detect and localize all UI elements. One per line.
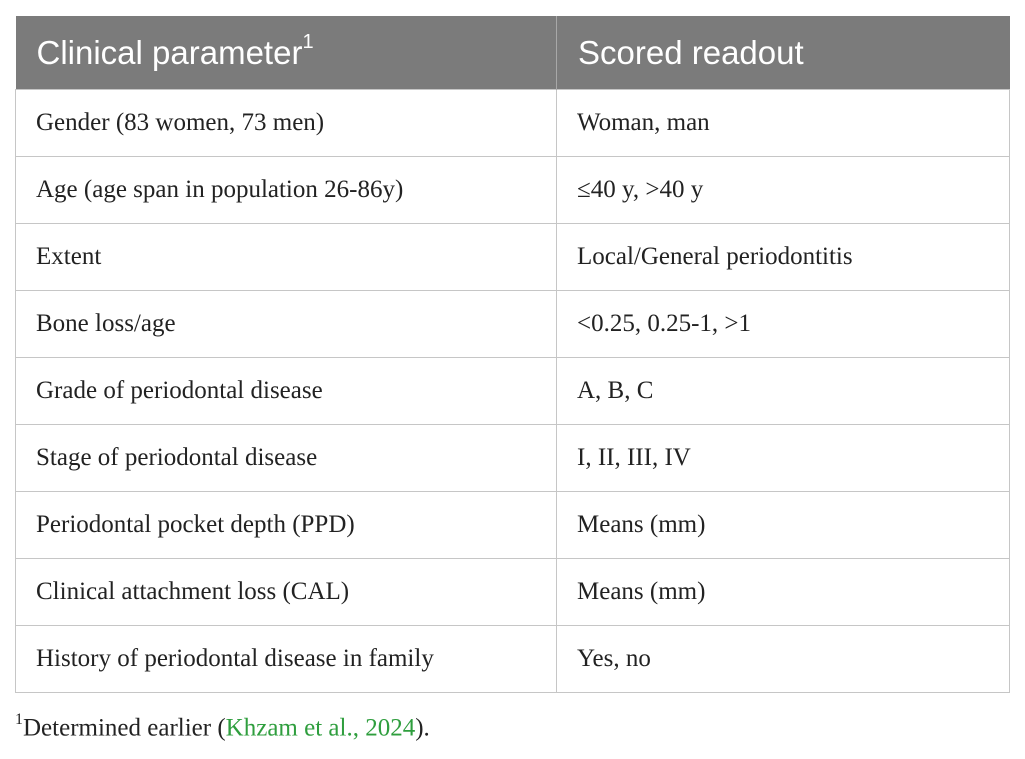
table-row [16,90,1010,157]
clinical-parameters-table [15,16,1010,693]
readout-cell: A, B, C [557,358,1010,425]
table-row [16,224,1010,291]
table-header [16,16,1010,90]
readout-cell: <0.25, 0.25-1, >1 [557,291,1010,358]
header-footnote-marker: 1 [302,30,314,53]
readout-cell: ≤40 y, >40 y [557,157,1010,224]
parameter-cell: Clinical attachment loss (CAL) [16,559,557,626]
table-row [16,291,1010,358]
footnote-text-before: Determined earlier ( [23,714,226,742]
parameter-cell: Periodontal pocket depth (PPD) [16,492,557,559]
header-scored-readout: Scored readout [557,16,1010,90]
table-row [16,492,1010,559]
readout-cell: Local/General periodontitis [557,224,1010,291]
table-row [16,425,1010,492]
parameter-cell: Grade of periodontal disease [16,358,557,425]
parameter-cell: Age (age span in population 26-86y) [16,157,557,224]
header-row [16,16,1010,90]
readout-cell: Yes, no [557,626,1010,693]
table-footnote [15,713,430,742]
table-row [16,358,1010,425]
parameter-cell: Extent [16,224,557,291]
header-clinical-parameter-label: Clinical parameter [36,33,303,71]
footnote-marker: 1 [15,711,23,728]
parameter-cell: Gender (83 women, 73 men) [16,90,557,157]
clinical-parameters-table-container [15,16,1009,693]
parameter-cell: Stage of periodontal disease [16,425,557,492]
parameter-cell: Bone loss/age [16,291,557,358]
table-row [16,559,1010,626]
table-row [16,626,1010,693]
header-clinical-parameter [16,16,557,90]
citation-link[interactable]: Khzam et al., 2024 [225,714,416,742]
footnote-text-after: ). [415,714,430,742]
parameter-cell: History of periodontal disease in family [16,626,557,693]
table-row [16,157,1010,224]
readout-cell: Means (mm) [557,559,1010,626]
readout-cell: I, II, III, IV [557,425,1010,492]
readout-cell: Woman, man [557,90,1010,157]
readout-cell: Means (mm) [557,492,1010,559]
table-body [16,90,1010,693]
